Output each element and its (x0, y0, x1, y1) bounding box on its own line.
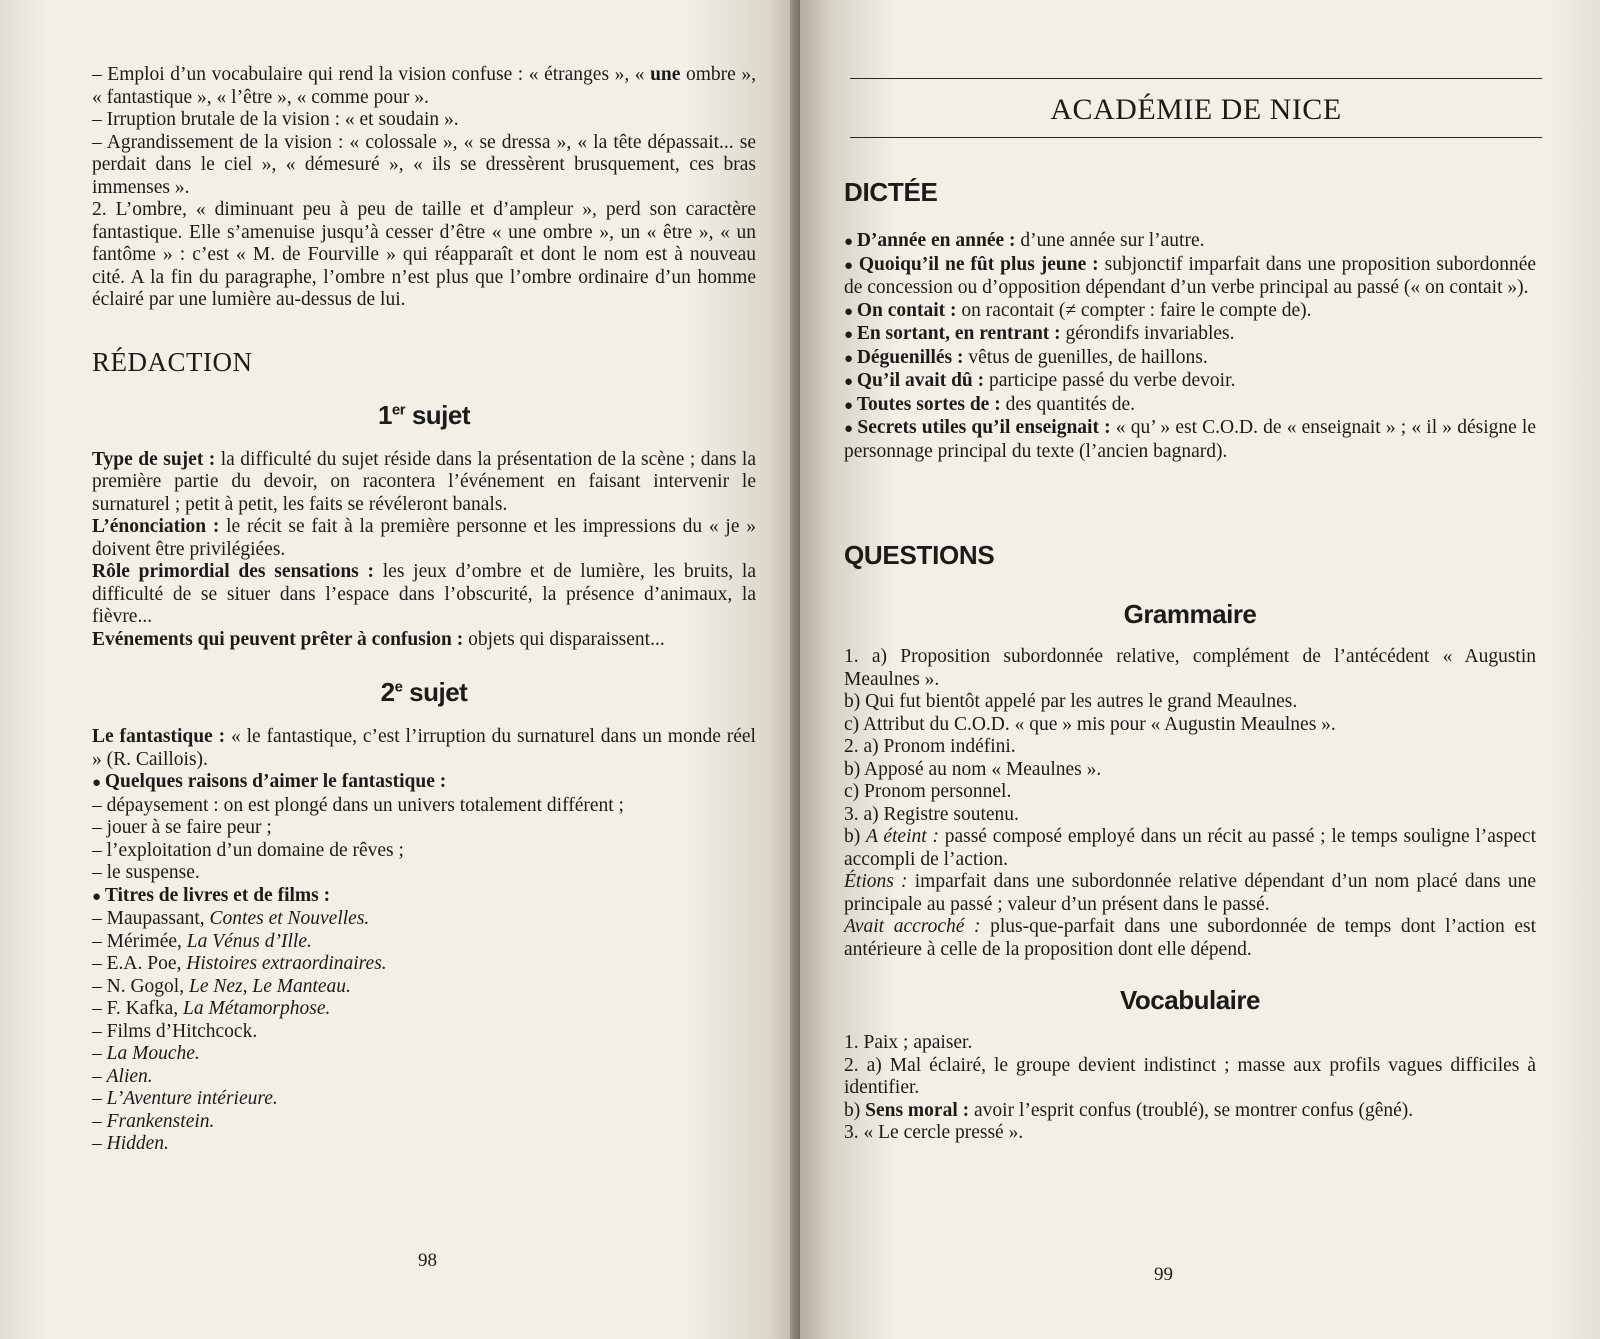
titre-item: – E.A. Poe, Histoires extraordinaires. (92, 953, 387, 974)
titre-item: – L’Aventure intérieure. (92, 1088, 278, 1109)
dictee-item: ● Quoiqu’il ne fût plus jeune : subjonctif imparfait dans une proposition subordonnée de concession ou d’opposition dépendant d’un verbe principal au passé (« on contait »). (844, 254, 1536, 300)
vocabulaire-heading: Vocabulaire (1120, 985, 1260, 1015)
grammaire-item: Avait accroché : plus-que-parfait dans une subordonnée de temps dont l’action est antérieure à celle de la proposition dont elle dépend. (844, 916, 1536, 960)
dictee-item: ● Qu’il avait dû : participe passé du verbe devoir. (844, 370, 1536, 394)
sujet1-item: L’énonciation : le récit se fait à la première personne et les impressions du « je » doivent être privilégiées. (92, 516, 756, 560)
grammaire-item: b) A éteint : passé composé employé dans un récit au passé ; le temps souligne l’aspect accompli de l’action. (844, 826, 1537, 870)
dictee-item: ● Toutes sortes de : des quantités de. (844, 394, 1536, 418)
intro-line-1: – Emploi d’un vocabulaire qui rend la vision confuse : « étranges », « une ombre », « fantastique », « l’être », « comme pour ». (92, 64, 756, 108)
dictee-item: ● On contait : on racontait (≠ compter : faire le compte de). (844, 300, 1536, 324)
grammaire-item: 2. a) Pronom indéfini. (844, 736, 1016, 757)
sujet1-item: Evénements qui peuvent prêter à confusion : objets qui disparaissent... (92, 628, 665, 650)
sujet1-item: Type de sujet : la difficulté du sujet réside dans la présentation de la scène ; dans la première partie du devoir, on racontera l’événement en faisant intervenir le surnaturel ; petit à petit, les faits se révéleront banals. (92, 448, 756, 515)
dictee-heading: DICTÉE (844, 177, 938, 207)
page-number-right: 99 (1154, 1264, 1173, 1285)
sujet-2-heading: 2e sujet (380, 677, 468, 707)
vocabulaire-item: 3. « Le cercle pressé ». (844, 1122, 1024, 1143)
grammaire-item: b) Apposé au nom « Meaulnes ». (844, 758, 1102, 780)
raison-item: – l’exploitation d’un domaine de rêves ; (92, 839, 404, 861)
intro-line-2: – Irruption brutale de la vision : « et soudain ». (92, 109, 459, 130)
grammaire-item: 1. a) Proposition subordonnée relative, complément de l’antécédent « Augustin Meaulnes ». (844, 646, 1536, 690)
titre-item: – Hidden. (92, 1133, 169, 1154)
grammaire-item: b) Qui fut bientôt appelé par les autres le grand Meaulnes. (844, 691, 1298, 712)
dictee-item: ● Secrets utiles qu’il enseignait : « qu’ » est C.O.D. de « enseignait » ; « il » désigne le personnage principal du texte (l’ancien bagnard). (844, 417, 1536, 463)
raison-item: – dépaysement : on est plongé dans un univers totalement différent ; (92, 794, 624, 816)
grammaire-item: c) Pronom personnel. (844, 781, 1012, 802)
questions-heading: QUESTIONS (844, 540, 995, 570)
titres-heading: ● Titres de livres et de films : (92, 885, 756, 909)
grammaire-heading: Grammaire (1123, 599, 1257, 629)
grammaire-item: Étions : imparfait dans une subordonnée relative dépendant d’un nom placé dans une principale au passé ; valeur d’un présent dans le passé. (844, 871, 1536, 915)
page-number-left: 98 (418, 1250, 437, 1271)
titre-item: – La Mouche. (92, 1043, 200, 1064)
dictee-item: ● Déguenillés : vêtus de guenilles, de haillons. (844, 347, 1536, 371)
titre-item: – Frankenstein. (92, 1110, 215, 1132)
sujet-1-heading: 1er sujet (377, 399, 471, 430)
raison-item: – jouer à se faire peur ; (92, 817, 272, 838)
raisons-heading: ● Quelques raisons d’aimer le fantastique : (92, 771, 756, 795)
titre-item: – Mérimée, La Vénus d’Ille. (92, 930, 312, 952)
dictee-item: ● En sortant, en rentrant : gérondifs invariables. (844, 323, 1536, 347)
raison-item: – le suspense. (92, 862, 200, 883)
titre-item: – Films d’Hitchcock. (92, 1020, 258, 1042)
titre-item: – Alien. (92, 1065, 153, 1087)
dictee-item: ● D’année en année : d’une année sur l’autre. (844, 230, 1536, 254)
vocabulaire-item: 1. Paix ; apaiser. (844, 1032, 973, 1053)
vocabulaire-item: b) Sens moral : avoir l’esprit confus (troublé), se montrer confus (gêné). (844, 1099, 1414, 1121)
intro-line-3: – Agrandissement de la vision : « colossale », « se dressa », « la tête dépassait... se perdait dans le ciel », « démesuré », « ils se dressèrent brusquement, ces bras immenses ». (92, 131, 756, 198)
grammaire-item: 3. a) Registre soutenu. (844, 803, 1019, 825)
redaction-heading: RÉDACTION (92, 346, 253, 377)
academy-title: ACADÉMIE DE NICE (850, 78, 1542, 138)
sujet1-item: Rôle primordial des sensations : les jeux d’ombre et de lumière, les bruits, la difficulté de se situer dans l’espace dans l’obscurité, la présence d’animaux, la fièvre... (92, 561, 756, 627)
vocabulaire-item: 2. a) Mal éclairé, le groupe devient indistinct ; masse aux profils vagues difficiles à identifier. (844, 1054, 1536, 1098)
intro-paragraph-2: 2. L’ombre, « diminuant peu à peu de taille et d’ampleur », perd son caractère fantastique. Elle s’amenuise jusqu’à cesser d’être « une ombre », un « être », « un fantôme » : c’est « M. de Fourville » qui réapparaît et dont le nom est à nouveau cité. A la fin du paragraphe, l’ombre n’est plus que l’ombre ordinaire d’un homme éclairé par une lumière au-dessus de lui. (92, 199, 756, 310)
grammaire-item: c) Attribut du C.O.D. « que » mis pour « Augustin Meaulnes ». (844, 713, 1336, 735)
right-page (800, 0, 1600, 1339)
titre-item: – Maupassant, Contes et Nouvelles. (92, 908, 370, 929)
fantastique-definition: Le fantastique : « le fantastique, c’est l’irruption du surnaturel dans un monde réel » (R. Caillois). (92, 726, 756, 770)
titre-item: – N. Gogol, Le Nez, Le Manteau. (92, 975, 351, 997)
titre-item: – F. Kafka, La Métamorphose. (92, 998, 331, 1019)
